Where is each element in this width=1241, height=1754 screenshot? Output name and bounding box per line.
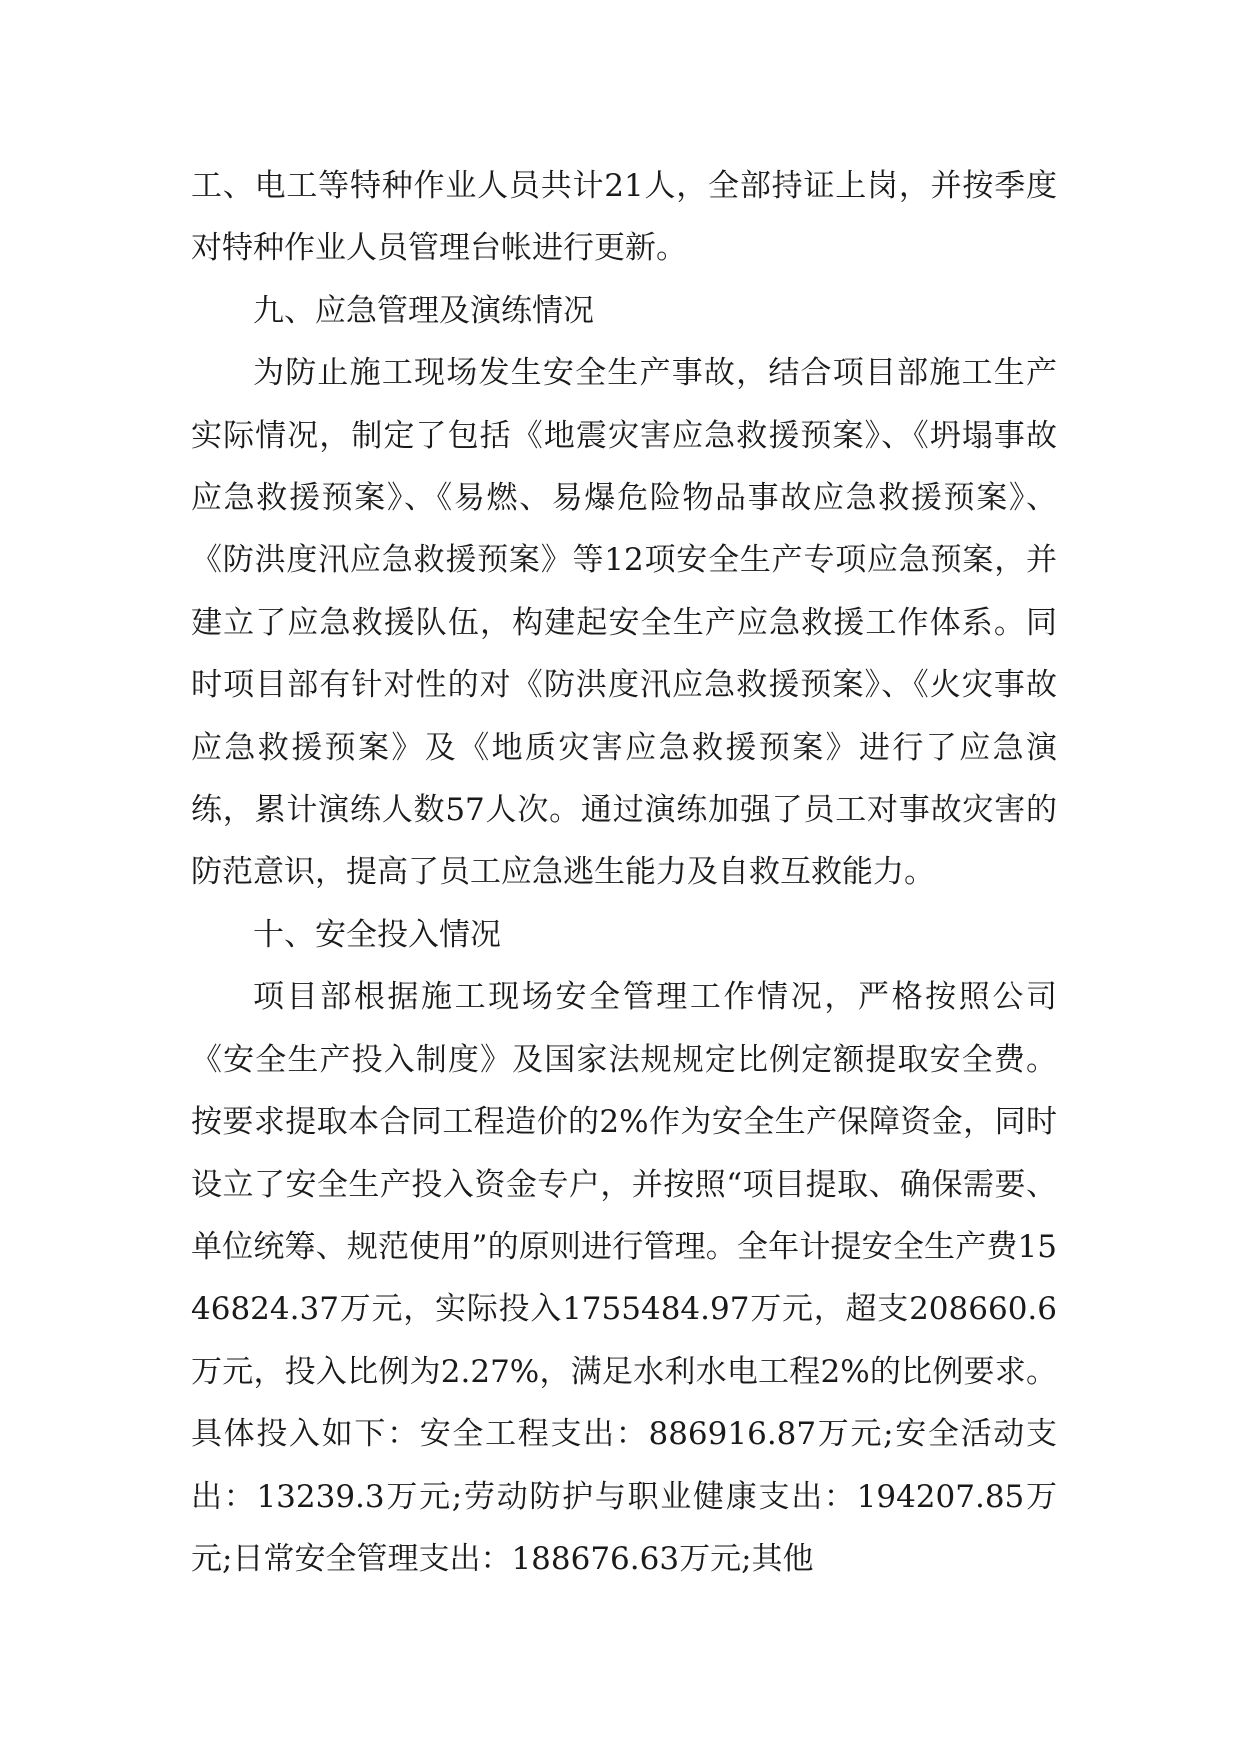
- paragraph-special-workers: 工、电工等特种作业人员共计21人，全部持证上岗，并按季度对特种作业人员管理台帐进行更新。: [191, 168, 1057, 267]
- paragraph-safety-investment: 项目部根据施工现场安全管理工作情况，严格按照公司《安全生产投入制度》及国家法规规定比例定额提取安全费。按要求提取本合同工程造价的2%作为安全生产保障资金，同时设立了安全生产投入资金专户，并按照“项目提取、确保需要、单位统筹、规范使用”的原则进行管理。全年计提安全生产费1546824.37万元，实际投入1755484.97万元，超支208660.6万元，投入比例为2.27%，满足水利水电工程2%的比例要求。具体投入如下：安全工程支出：886916.87万元;安全活动支出：13239.3万元;劳动防护与职业健康支出：194207.85万元;日常安全管理支出：188676.63万元;其他: [191, 979, 1057, 1577]
- document-body: [191, 155, 1057, 1590]
- paragraph-emergency-plans: 为防止施工现场发生安全生产事故，结合项目部施工生产实际情况，制定了包括《地震灾害应急救援预案》、《坍塌事故应急救援预案》、《易燃、易爆危险物品事故应急救援预案》、《防洪度汛应急救援预案》等12项安全生产专项应急预案，并建立了应急救援队伍，构建起安全生产应急救援工作体系。同时项目部有针对性的对《防洪度汛应急救援预案》、《火灾事故应急救援预案》及《地质灾害应急救援预案》进行了应急演练，累计演练人数57人次。通过演练加强了员工对事故灾害的防范意识，提高了员工应急逃生能力及自救互救能力。: [191, 355, 1057, 891]
- section-heading-safety-investment: 十、安全投入情况: [253, 916, 501, 953]
- section-heading-emergency-management: 九、应急管理及演练情况: [253, 292, 594, 329]
